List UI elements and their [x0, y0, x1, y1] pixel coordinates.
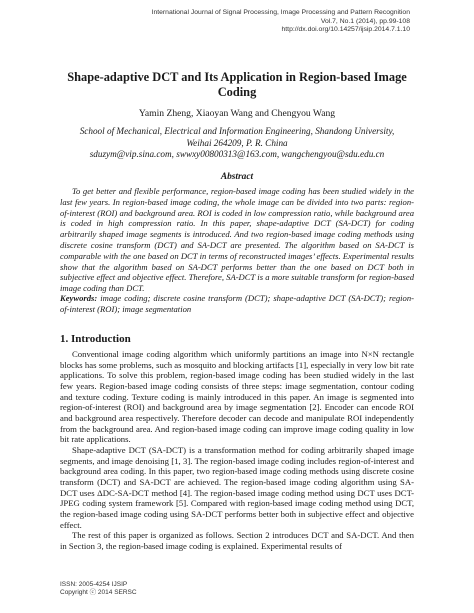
abstract-text: To get better and flexible performance, region-based image coding has been studied widely in the last few years. In region-based image coding, the whole image can be divided into two parts: region-of-interest (ROI) and background area. ROI is coded in low compression ratio, while background area is coded in high compression ratio. In this paper, shape-adaptive DCT (SA-DCT) for coding arbitrarily shaped image segments is introduced. And two region-based image coding methods using discrete cosine transform (DCT) and SA-DCT are presented. The algorithm based on SA-DCT is comparable with the one based on DCT in terms of reconstructed images’ effects. Experimental results show that the algorithm based on SA-DCT performs better than the one based on DCT both in subjective effect and objective effect. Therefore, SA-DCT is a more suitable transform for region-based image coding than DCT. [60, 186, 414, 294]
affiliation-address: Weihai 264209, P. R. China [186, 137, 288, 148]
keywords-label: Keywords: [60, 293, 98, 303]
abstract-heading: Abstract [220, 172, 254, 182]
journal-name: International Journal of Signal Processing, Image Processing and Pattern Recognition [151, 9, 410, 16]
journal-header [152, 9, 410, 35]
author-list: Yamin Zheng, Xiaoyan Wang and Chengyou Wang [138, 108, 336, 119]
introduction-body [60, 349, 414, 551]
page-footer [60, 581, 137, 597]
keywords-text: image coding; discrete cosine transform (DCT); shape-adaptive DCT (SA-DCT); region-of-interest (ROI); image segmentation [60, 293, 414, 314]
affiliation-line: School of Mechanical, Electrical and Information Engineering, Shandong University, [79, 126, 395, 136]
paragraph: Shape-adaptive DCT (SA-DCT) is a transformation method for coding arbitrarily shaped image segments, and image denoising [1, 3]. The region-based image coding includes region-of-interest and background area coding. In this paper, two region-based image coding methods using discrete cosine transform (DCT) and SA-DCT are achieved. The region-based image coding algorithm using SA-DCT uses ΔDC-SA-DCT method [4]. The region-based image coding method using DCT uses DCT-JPEG coding system framework [5]. Compared with region-based image coding method using DCT, the region-based image coding using SA-DCT performs better both in subjective effect and objective effect. [60, 444, 414, 530]
paper-title: Shape-adaptive DCT and Its Application in Region-based Image Coding [67, 70, 407, 99]
section-heading-introduction: 1. Introduction [60, 333, 131, 345]
paragraph: The rest of this paper is organized as follows. Section 2 introduces DCT and SA-DCT. And then in Section 3, the region-based image coding is explained. Experimental results of [60, 530, 414, 551]
journal-doi: http://dx.doi.org/10.14257/ijsip.2014.7.1.10 [281, 26, 410, 34]
affiliation [60, 126, 414, 161]
journal-volume: Vol.7, No.1 (2014), pp.99-108 [320, 17, 410, 25]
issn: ISSN: 2005-4254 IJSIP [60, 581, 128, 588]
paragraph: Conventional image coding algorithm which uniformly partitions an image into N×N rectangle blocks has some problems, such as mosquito and blocking artifacts [1], especially in very low bit rate applications. To solve this problem, region-based image coding has been studied widely in the last few years. Region-based image coding consists of three steps: image segmentation, contour coding and texture coding. Texture coding is mainly introduced in this paper. An image is segmented into region-of-interest (ROI) and background area by image segmentation [2]. Encoder can encode ROI and background area respectively. Therefore decoder can decode and manipulate ROI independently from the background area. And region-based image coding can improve image coding quality in low bit rate applications. [60, 349, 414, 445]
keywords [60, 293, 414, 315]
copyright: Copyright ⓒ 2014 SERSC [60, 589, 137, 597]
author-emails: sduzym@vip.sina.com, swwxy00800313@163.com, wangchengyou@sdu.edu.cn [89, 149, 385, 159]
